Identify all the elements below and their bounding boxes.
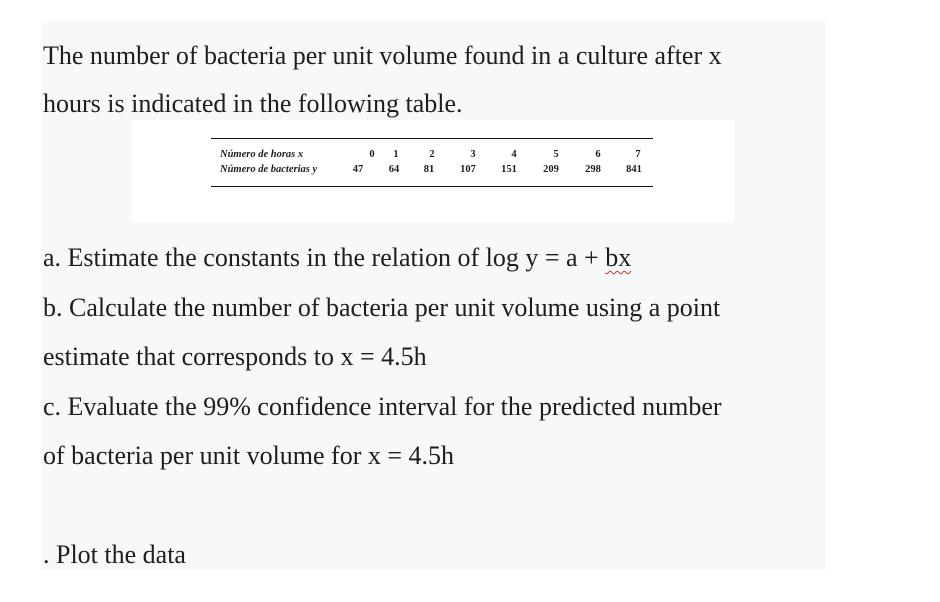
table-cell: 209 — [543, 164, 559, 175]
table-cell: 841 — [626, 164, 642, 175]
table-cell: 47 — [352, 164, 364, 175]
question-c-line-1: c. Evaluate the 99% confidence interval for the predicted number — [43, 392, 722, 421]
table-cell: 298 — [585, 164, 601, 175]
row-label-bacteria: Número de bacterias y — [220, 164, 318, 175]
table-cell: 1 — [393, 149, 399, 160]
table-cell: 0 — [369, 149, 375, 160]
table-cell: 3 — [470, 149, 476, 160]
table-bottom-rule — [211, 186, 653, 187]
table-cell: 2 — [429, 149, 435, 160]
table-cell: 107 — [460, 164, 476, 175]
table-top-rule — [211, 138, 653, 139]
intro-line-1: The number of bacteria per unit volume found in a culture after x — [43, 41, 722, 70]
data-table-image — [132, 120, 734, 222]
table-cell: 5 — [553, 149, 559, 160]
table-cell: 81 — [423, 164, 435, 175]
table-cell: 7 — [635, 149, 641, 160]
table-cell: 4 — [511, 149, 517, 160]
question-b-line-2: estimate that corresponds to x = 4.5h — [43, 342, 427, 371]
question-c-line-2: of bacteria per unit volume for x = 4.5h — [43, 441, 455, 470]
question-a — [43, 243, 631, 273]
table-cell: 64 — [388, 164, 400, 175]
question-b-line-1: b. Calculate the number of bacteria per unit volume using a point — [43, 293, 721, 322]
row-label-hours: Número de horas x — [220, 149, 304, 160]
table-cell: 6 — [595, 149, 601, 160]
table-cell: 151 — [501, 164, 517, 175]
question-a-text: a. Estimate the constants in the relation of log y = a + — [43, 243, 606, 272]
spellcheck-flagged-word[interactable]: bx — [605, 243, 632, 272]
intro-line-2: hours is indicated in the following table. — [43, 89, 463, 118]
question-d: . Plot the data — [43, 540, 186, 569]
